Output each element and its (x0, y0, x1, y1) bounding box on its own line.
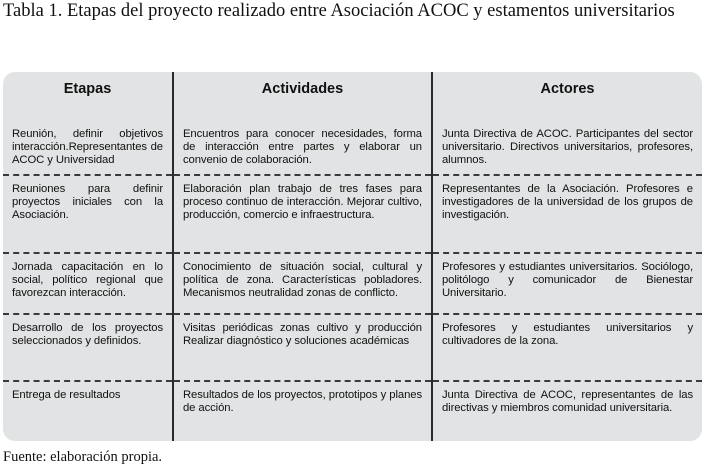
header-actores: Actores (432, 72, 702, 106)
cell-etapa: Entrega de resultados (12, 389, 121, 401)
table-row (3, 175, 702, 253)
cell-actores: Profesores y estudiantes universitarios y cultivadores de la zona. (432, 314, 702, 381)
cell-actores: Profesores y estudiantes universitarios. Sociólogo, politólogo y comunicador de Bienestar Universitario. (432, 253, 702, 314)
cell-actores: Junta Directiva de ACOC. Participantes del sector universitario. Directivos universitarios, profesores, alumnos. (432, 106, 702, 175)
table-row (3, 253, 702, 314)
table-header-row (3, 72, 702, 106)
cell-actividades: Resultados de los proyectos, prototipos y planes de acción. (173, 381, 432, 441)
cell-etapa: Reuniones para definir proyectos iniciales con la Asociación. (12, 183, 163, 221)
cell-actividades: Elaboración plan trabajo de tres fases para proceso continuo de interacción. Mejorar cultivo, producción, comercio e infraestructura. (173, 175, 432, 253)
stages-table (3, 72, 702, 441)
header-actividades: Actividades (173, 72, 432, 106)
cell-etapa: Desarrollo de los proyectos seleccionados y definidos. (12, 322, 163, 347)
cell-actores: Representantes de la Asociación. Profesores e investigadores de la universidad de los grupos de investigación. (432, 175, 702, 253)
cell-actividades: Conocimiento de situación social, cultural y política de zona. Características pobladores. Mecanismos neutralidad zonas de conflicto. (173, 253, 432, 314)
cell-actividades: Encuentros para conocer necesidades, forma de interacción entre partes y elaborar un convenio de colaboración. (173, 106, 432, 175)
stages-table-container (3, 72, 702, 441)
cell-etapa: Reunión, definir objetivos interacción.Representantes de ACOC y Universidad (12, 128, 163, 166)
cell-actividades: Visitas periódicas zonas cultivo y producción Realizar diagnóstico y soluciones académicas (173, 314, 432, 381)
cell-actores: Junta Directiva de ACOC, representantes de las directivas y miembros comunidad universitaria. (432, 381, 702, 441)
cell-etapa: Jornada capacitación en lo social, político regional que favorezcan interacción. (12, 261, 163, 299)
source-note: Fuente: elaboración propia. (3, 449, 163, 465)
table-row (3, 314, 702, 381)
table-row (3, 381, 702, 441)
table-row (3, 106, 702, 175)
table-caption: Tabla 1. Etapas del proyecto realizado entre Asociación ACOC y estamentos universitarios (3, 1, 675, 21)
header-etapas: Etapas (63, 81, 112, 97)
